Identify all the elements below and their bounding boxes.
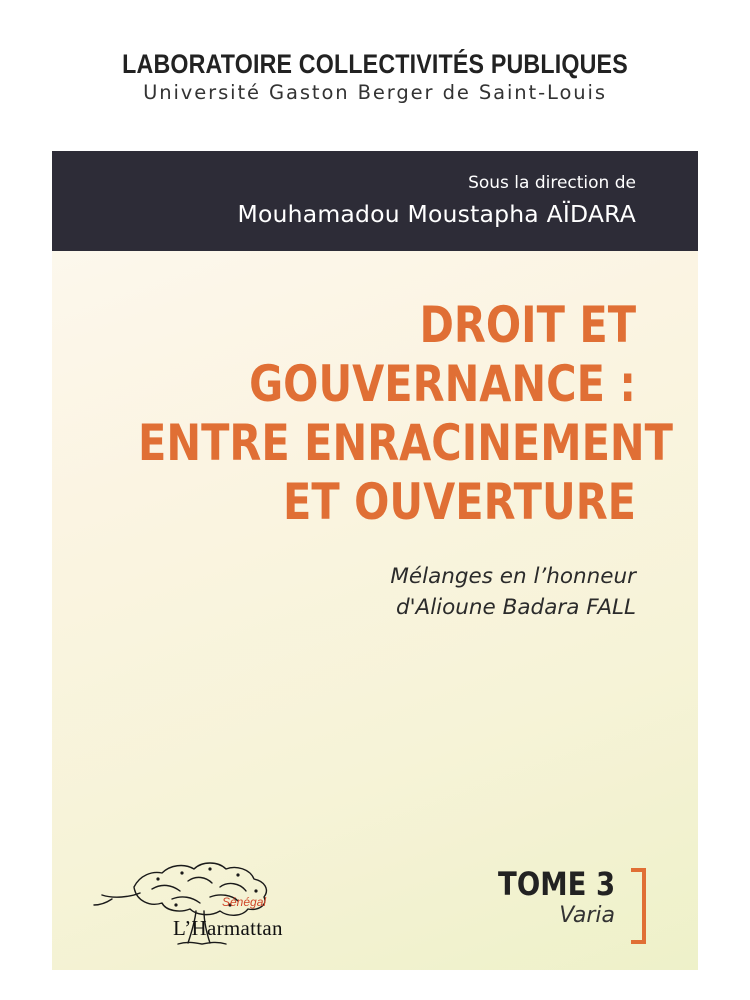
accent-bracket xyxy=(631,868,646,944)
publisher-name: L’Harmattan xyxy=(173,916,283,940)
direction-band xyxy=(52,151,698,251)
title-line-1: DROIT ET xyxy=(419,296,636,354)
direction-label: Sous la direction de xyxy=(468,173,636,193)
subtitle-line-2: d'Alioune Badara FALL xyxy=(395,595,636,620)
volume-block xyxy=(479,865,615,929)
cover-header xyxy=(0,48,750,106)
editor-name: Mouhamadou Moustapha AÏDARA xyxy=(237,200,636,228)
university-name: Université Gaston Berger de Saint-Louis xyxy=(143,81,607,104)
title-line-4: ET OUVERTURE xyxy=(283,473,636,531)
book-subtitle xyxy=(390,561,636,623)
tome-subtitle: Varia xyxy=(559,903,615,928)
subtitle-line-1: Mélanges en l’honneur xyxy=(390,564,636,589)
book-cover xyxy=(52,151,698,970)
publisher-country: Sénégal xyxy=(222,895,267,909)
book-title xyxy=(52,296,673,532)
tome-number: TOME 3 xyxy=(497,865,615,903)
laboratory-name: LABORATOIRE COLLECTIVITÉS PUBLIQUES xyxy=(122,49,628,79)
title-line-3: ENTRE ENRACINEMENT xyxy=(138,414,673,472)
title-line-2: GOUVERNANCE : xyxy=(249,355,636,413)
